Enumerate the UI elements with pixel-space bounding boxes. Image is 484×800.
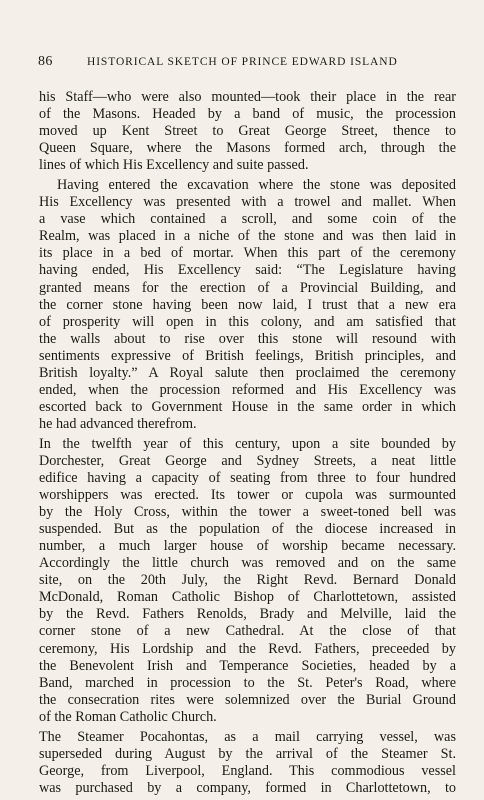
- text-line: the Benevolent Irish and Temperance Societies, headed by a: [39, 657, 456, 674]
- text-line: by the Revd. Fathers Renolds, Brady and Melville, laid the: [39, 606, 456, 623]
- text-line: British loyalty.” A Royal salute then proclaimed the ceremony: [39, 364, 456, 381]
- text-line: The Steamer Pocahontas, as a mail carrying vessel, was: [39, 728, 456, 745]
- text-line: by the Holy Cross, within the tower a sweet-toned bell was: [39, 504, 456, 521]
- text-line: Realm, was placed in a niche of the stone and was then laid in: [39, 228, 456, 245]
- text-line: Dorchester, Great George and Sydney Streets, a neat little: [39, 452, 456, 469]
- text-line: he had advanced therefrom.: [39, 415, 197, 432]
- text-line: site, on the 20th July, the Right Revd. Bernard Donald: [39, 572, 456, 589]
- paragraph-corner-stone: [39, 177, 456, 433]
- text-line: a vase which contained a scroll, and some coin of the: [39, 211, 456, 228]
- text-line: its place in a bed of mortar. When this part of the ceremony: [39, 245, 456, 262]
- text-line: moved up Kent Street to Great George Street, thence to: [39, 123, 456, 140]
- text-line: Accordingly the little church was removed and on the same: [39, 555, 456, 572]
- text-line: was purchased by a company, formed in Charlottetown, to: [39, 779, 456, 796]
- running-title: HISTORICAL SKETCH OF PRINCE EDWARD ISLAND: [87, 56, 398, 68]
- text-line: edifice having a capacity of seating from three to four hundred: [39, 470, 456, 487]
- text-line: worshippers was erected. Its tower or cupola was surmounted: [39, 487, 456, 504]
- text-line: corner stone of a new Cathedral. At the close of that: [39, 623, 456, 640]
- text-line: of prosperity will open in this colony, and am satisfied that: [39, 313, 456, 330]
- text-line: His Excellency was presented with a trowel and mallet. When: [39, 194, 456, 211]
- text-line: George, from Liverpool, England. This commodious vessel: [39, 762, 456, 779]
- text-line: sentiments expressive of British feelings, British principles, and: [39, 347, 456, 364]
- text-line: number, a much larger house of worship became necessary.: [39, 538, 456, 555]
- running-head: [38, 56, 448, 72]
- text-line: granted means for the erection of a Provincial Building, and: [39, 279, 456, 296]
- text-line: Queen Square, where the Masons formed arch, through the: [39, 140, 456, 157]
- text-line: Band, marched in procession to the St. Peter's Road, where: [39, 674, 456, 691]
- text-line: lines of which His Excellency and suite passed.: [39, 157, 309, 174]
- text-line: of the Roman Catholic Church.: [39, 708, 217, 725]
- text-line: suspended. But as the population of the diocese increased in: [39, 521, 456, 538]
- text-line: the consecration rites were solemnized over the Burial Ground: [39, 691, 456, 708]
- text-line: the corner stone having been now laid, I trust that a new era: [39, 296, 456, 313]
- text-line: of the Masons. Headed by a band of music, the procession: [39, 106, 456, 123]
- page-number: 86: [38, 54, 53, 69]
- paragraph-steamer: [39, 729, 456, 797]
- text-line: having ended, His Excellency said: “The Legislature having: [39, 262, 456, 279]
- text-line: Having entered the excavation where the stone was deposited: [57, 177, 456, 194]
- text-line: his Staff—who were also mounted—took their place in the rear: [39, 89, 456, 105]
- text-line: ended, when the procession reformed and His Excellency was: [39, 381, 456, 398]
- body-text: [39, 89, 456, 800]
- text-line: In the twelfth year of this century, upon a site bounded by: [39, 435, 456, 452]
- text-line: the walls about to rise over this stone will resound with: [39, 330, 456, 347]
- paragraph-cathedral: [39, 436, 456, 726]
- text-line: escorted back to Government House in the same order in which: [39, 398, 456, 415]
- text-line: ceremony, His Lordship and the Revd. Fathers, preceeded by: [39, 640, 456, 657]
- paragraph-procession: [39, 89, 456, 174]
- text-line: superseded during August by the arrival of the Steamer St.: [39, 745, 456, 762]
- text-line: McDonald, Roman Catholic Bishop of Charlottetown, assisted: [39, 589, 456, 606]
